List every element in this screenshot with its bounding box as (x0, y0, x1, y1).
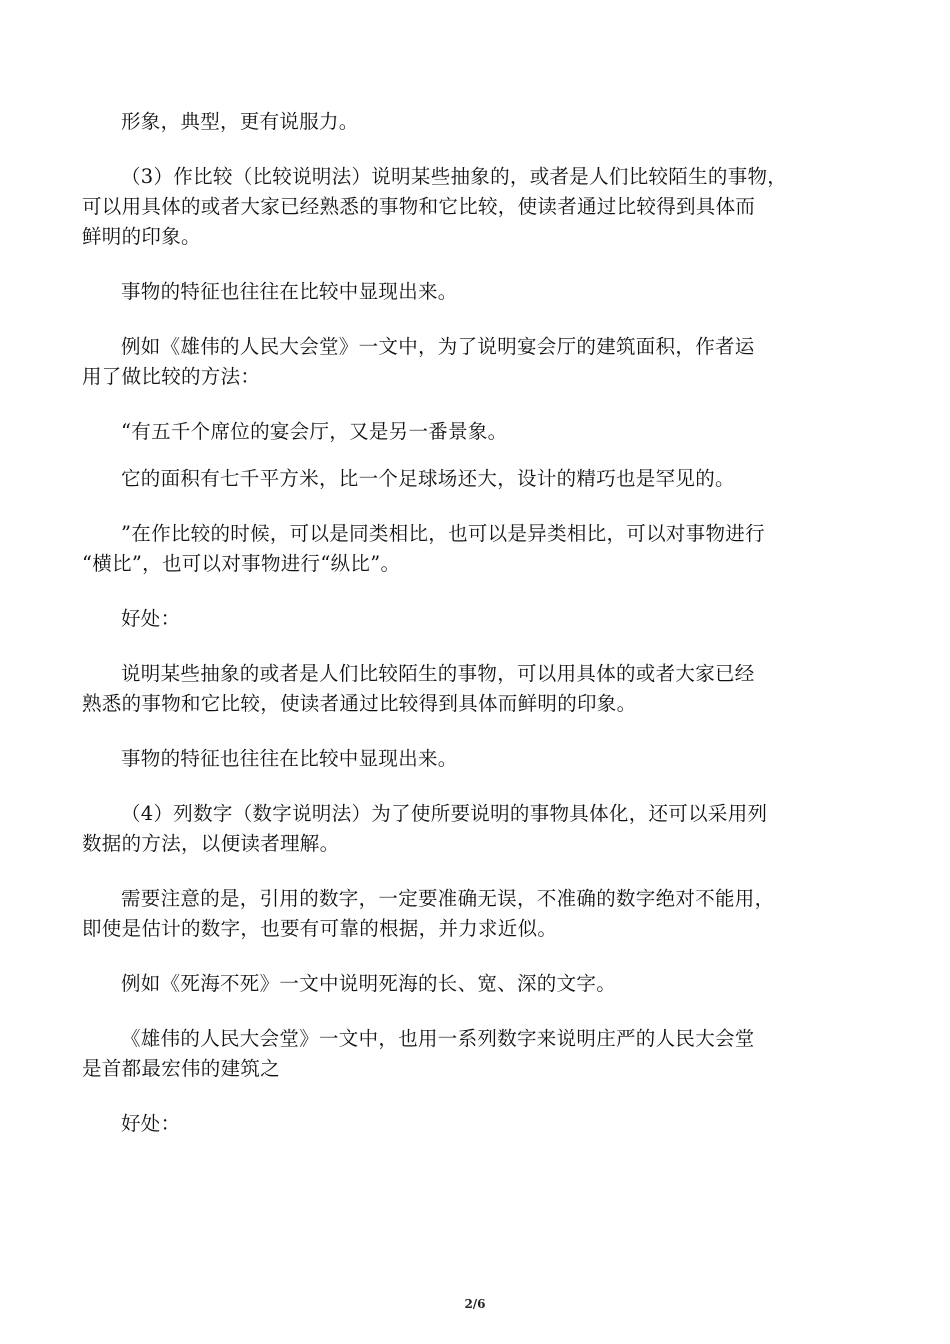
paragraph-line: 是首都最宏伟的建筑之 (82, 1057, 281, 1080)
page-number: 2/6 (464, 1297, 486, 1311)
paragraph-line: 好处： (121, 1112, 181, 1135)
paragraph-10 (82, 744, 872, 774)
paragraph-8 (82, 604, 872, 634)
paragraph-line: 需要注意的是，引用的数字，一定要准确无误，不准确的数字绝对不能用， (121, 887, 775, 910)
paragraph-line: 例如《死海不死》一文中说明死海的长、宽、深的文字。 (121, 972, 617, 995)
paragraph-line: 鲜明的印象。 (82, 225, 201, 248)
paragraph-line: 熟悉的事物和它比较，使读者通过比较得到具体而鲜明的印象。 (82, 692, 637, 715)
paragraph-line: 形象，典型，更有说服力。 (121, 110, 359, 133)
paragraph-5 (82, 417, 872, 447)
paragraph-2 (82, 162, 872, 252)
paragraph-7 (82, 519, 872, 579)
paragraph-6 (82, 464, 872, 494)
paragraph-line: ”在作比较的时候，可以是同类相比，也可以是异类相比，可以对事物进行 (121, 522, 765, 545)
paragraph-line: 它的面积有七千平方米，比一个足球场还大，设计的精巧也是罕见的。 (121, 467, 735, 490)
document-body (82, 107, 872, 1164)
paragraph-line: 事物的特征也往往在比较中显现出来。 (121, 280, 458, 303)
paragraph-line: 好处： (121, 607, 181, 630)
paragraph-12 (82, 884, 872, 944)
paragraph-line: 事物的特征也往往在比较中显现出来。 (121, 747, 458, 770)
paragraph-line: 可以用具体的或者大家已经熟悉的事物和它比较，使读者通过比较得到具体而 (82, 195, 756, 218)
paragraph-13 (82, 969, 872, 999)
paragraph-line: （4）列数字（数字说明法）为了使所要说明的事物具体化，还可以采用列 (121, 802, 768, 825)
paragraph-line: 用了做比较的方法： (82, 365, 261, 388)
paragraph-14 (82, 1024, 872, 1084)
paragraph-line: “横比”，也可以对事物进行“纵比”。 (82, 552, 401, 575)
paragraph-line: 说明某些抽象的或者是人们比较陌生的事物，可以用具体的或者大家已经 (121, 662, 755, 685)
paragraph-4 (82, 332, 872, 392)
paragraph-15 (82, 1109, 872, 1139)
paragraph-line: 《雄伟的人民大会堂》一文中，也用一系列数字来说明庄严的人民大会堂 (121, 1027, 755, 1050)
paragraph-line: “有五千个席位的宴会厅，又是另一番景象。 (121, 420, 508, 443)
paragraph-line: 数据的方法，以便读者理解。 (82, 832, 340, 855)
paragraph-1 (82, 107, 872, 137)
paragraph-line: （3）作比较（比较说明法）说明某些抽象的，或者是人们比较陌生的事物， (121, 165, 788, 188)
paragraph-11 (82, 799, 872, 859)
paragraph-line: 即使是估计的数字，也要有可靠的根据，并力求近似。 (82, 917, 558, 940)
paragraph-line: 例如《雄伟的人民大会堂》一文中，为了说明宴会厅的建筑面积，作者运 (121, 335, 755, 358)
paragraph-3 (82, 277, 872, 307)
paragraph-9 (82, 659, 872, 719)
